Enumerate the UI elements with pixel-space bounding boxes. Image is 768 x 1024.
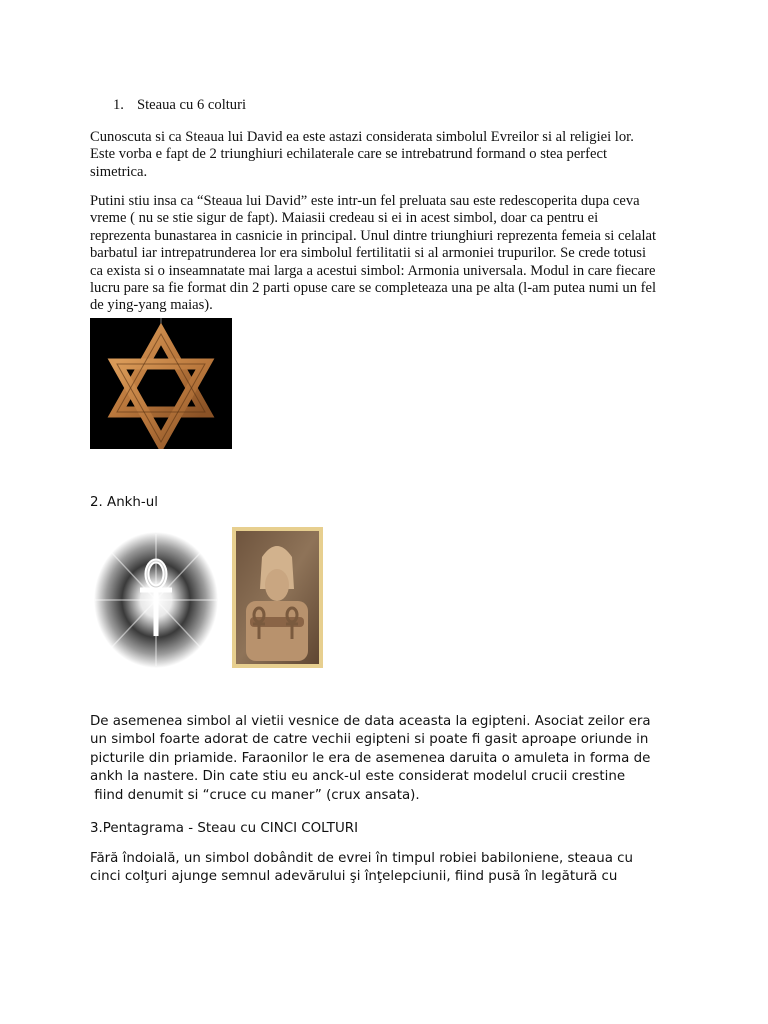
text-line: un simbol foarte adorat de catre vechii egipteni si poate fi gasit aproape oriunde in (90, 732, 649, 748)
section2-paragraph (90, 713, 690, 805)
text-line: simetrica. (90, 163, 148, 180)
section1-number: 1. (113, 97, 124, 113)
section1-heading (113, 97, 246, 114)
section3-paragraph (90, 850, 690, 887)
text-line: de ying-yang maias). (90, 297, 213, 314)
text-line: ankh la nastere. Din cate stiu eu anck-ul este considerat modelul crucii crestine (90, 769, 626, 785)
text-line: Este vorba e fapt de 2 triunghiuri echilaterale care se intrebatrund formand o stea perfect (90, 146, 608, 163)
pharaoh-statue-image (232, 527, 323, 668)
text-line: De asemenea simbol al vietii vesnice de data aceasta la egipteni. Asociat zeilor era (90, 714, 651, 729)
section3-heading: 3.Pentagrama - Steau cu CINCI COLTURI (90, 821, 359, 836)
text-line: reprezenta bunastarea in casnicie in principal. Unul dintre triunghiuri reprezenta femeia si celalat (90, 227, 657, 244)
text-line: Cunoscuta si ca Steaua lui David ea este astazi considerata simbolul Evreilor si al religiei lor. (90, 129, 634, 145)
text-line: Putini stiu insa ca “Steaua lui David” este intr-un fel preluata sau este redescoperita dupa ceva (90, 193, 640, 209)
text-line: lucru pare sa fie format din 2 parti opuse care se completeaza una pe alta (l-am putea numi un fel (90, 280, 657, 297)
text-line: vreme ( nu se stie sigur de fapt). Maiasii credeau si ei in acest simbol, doar ca pentru ei (90, 210, 599, 227)
section1-paragraph2 (90, 193, 690, 315)
section2-heading: 2. Ankh-ul (90, 495, 158, 510)
text-line: fiind denumit si “cruce cu maner” (crux ansata). (90, 787, 420, 803)
text-line: barbatul iar intrepatrunderea lor era simbolul fertilitatii si al armoniei trupurilor. Se crede totusi (90, 245, 647, 262)
section1-title: Steaua cu 6 colturi (137, 97, 247, 113)
star-of-david-image (90, 318, 232, 449)
section1-paragraph1 (90, 129, 690, 181)
ankh-glow-image (93, 530, 219, 670)
text-line: cinci colţuri ajunge semnul adevărului şi înţelepciunii, fiind pusă în legătură cu (90, 869, 618, 885)
text-line: picturile din priamide. Faraonilor le era de asemenea daruita o amuleta in forma de (90, 750, 651, 766)
text-line: ca exista si o inseamnatate mai larga a acestui simbol: Armonia universala. Modul in care fiecare (90, 262, 656, 279)
text-line: Fără îndoială, un simbol dobândit de evrei în timpul robiei babiloniene, steaua cu (90, 851, 634, 866)
